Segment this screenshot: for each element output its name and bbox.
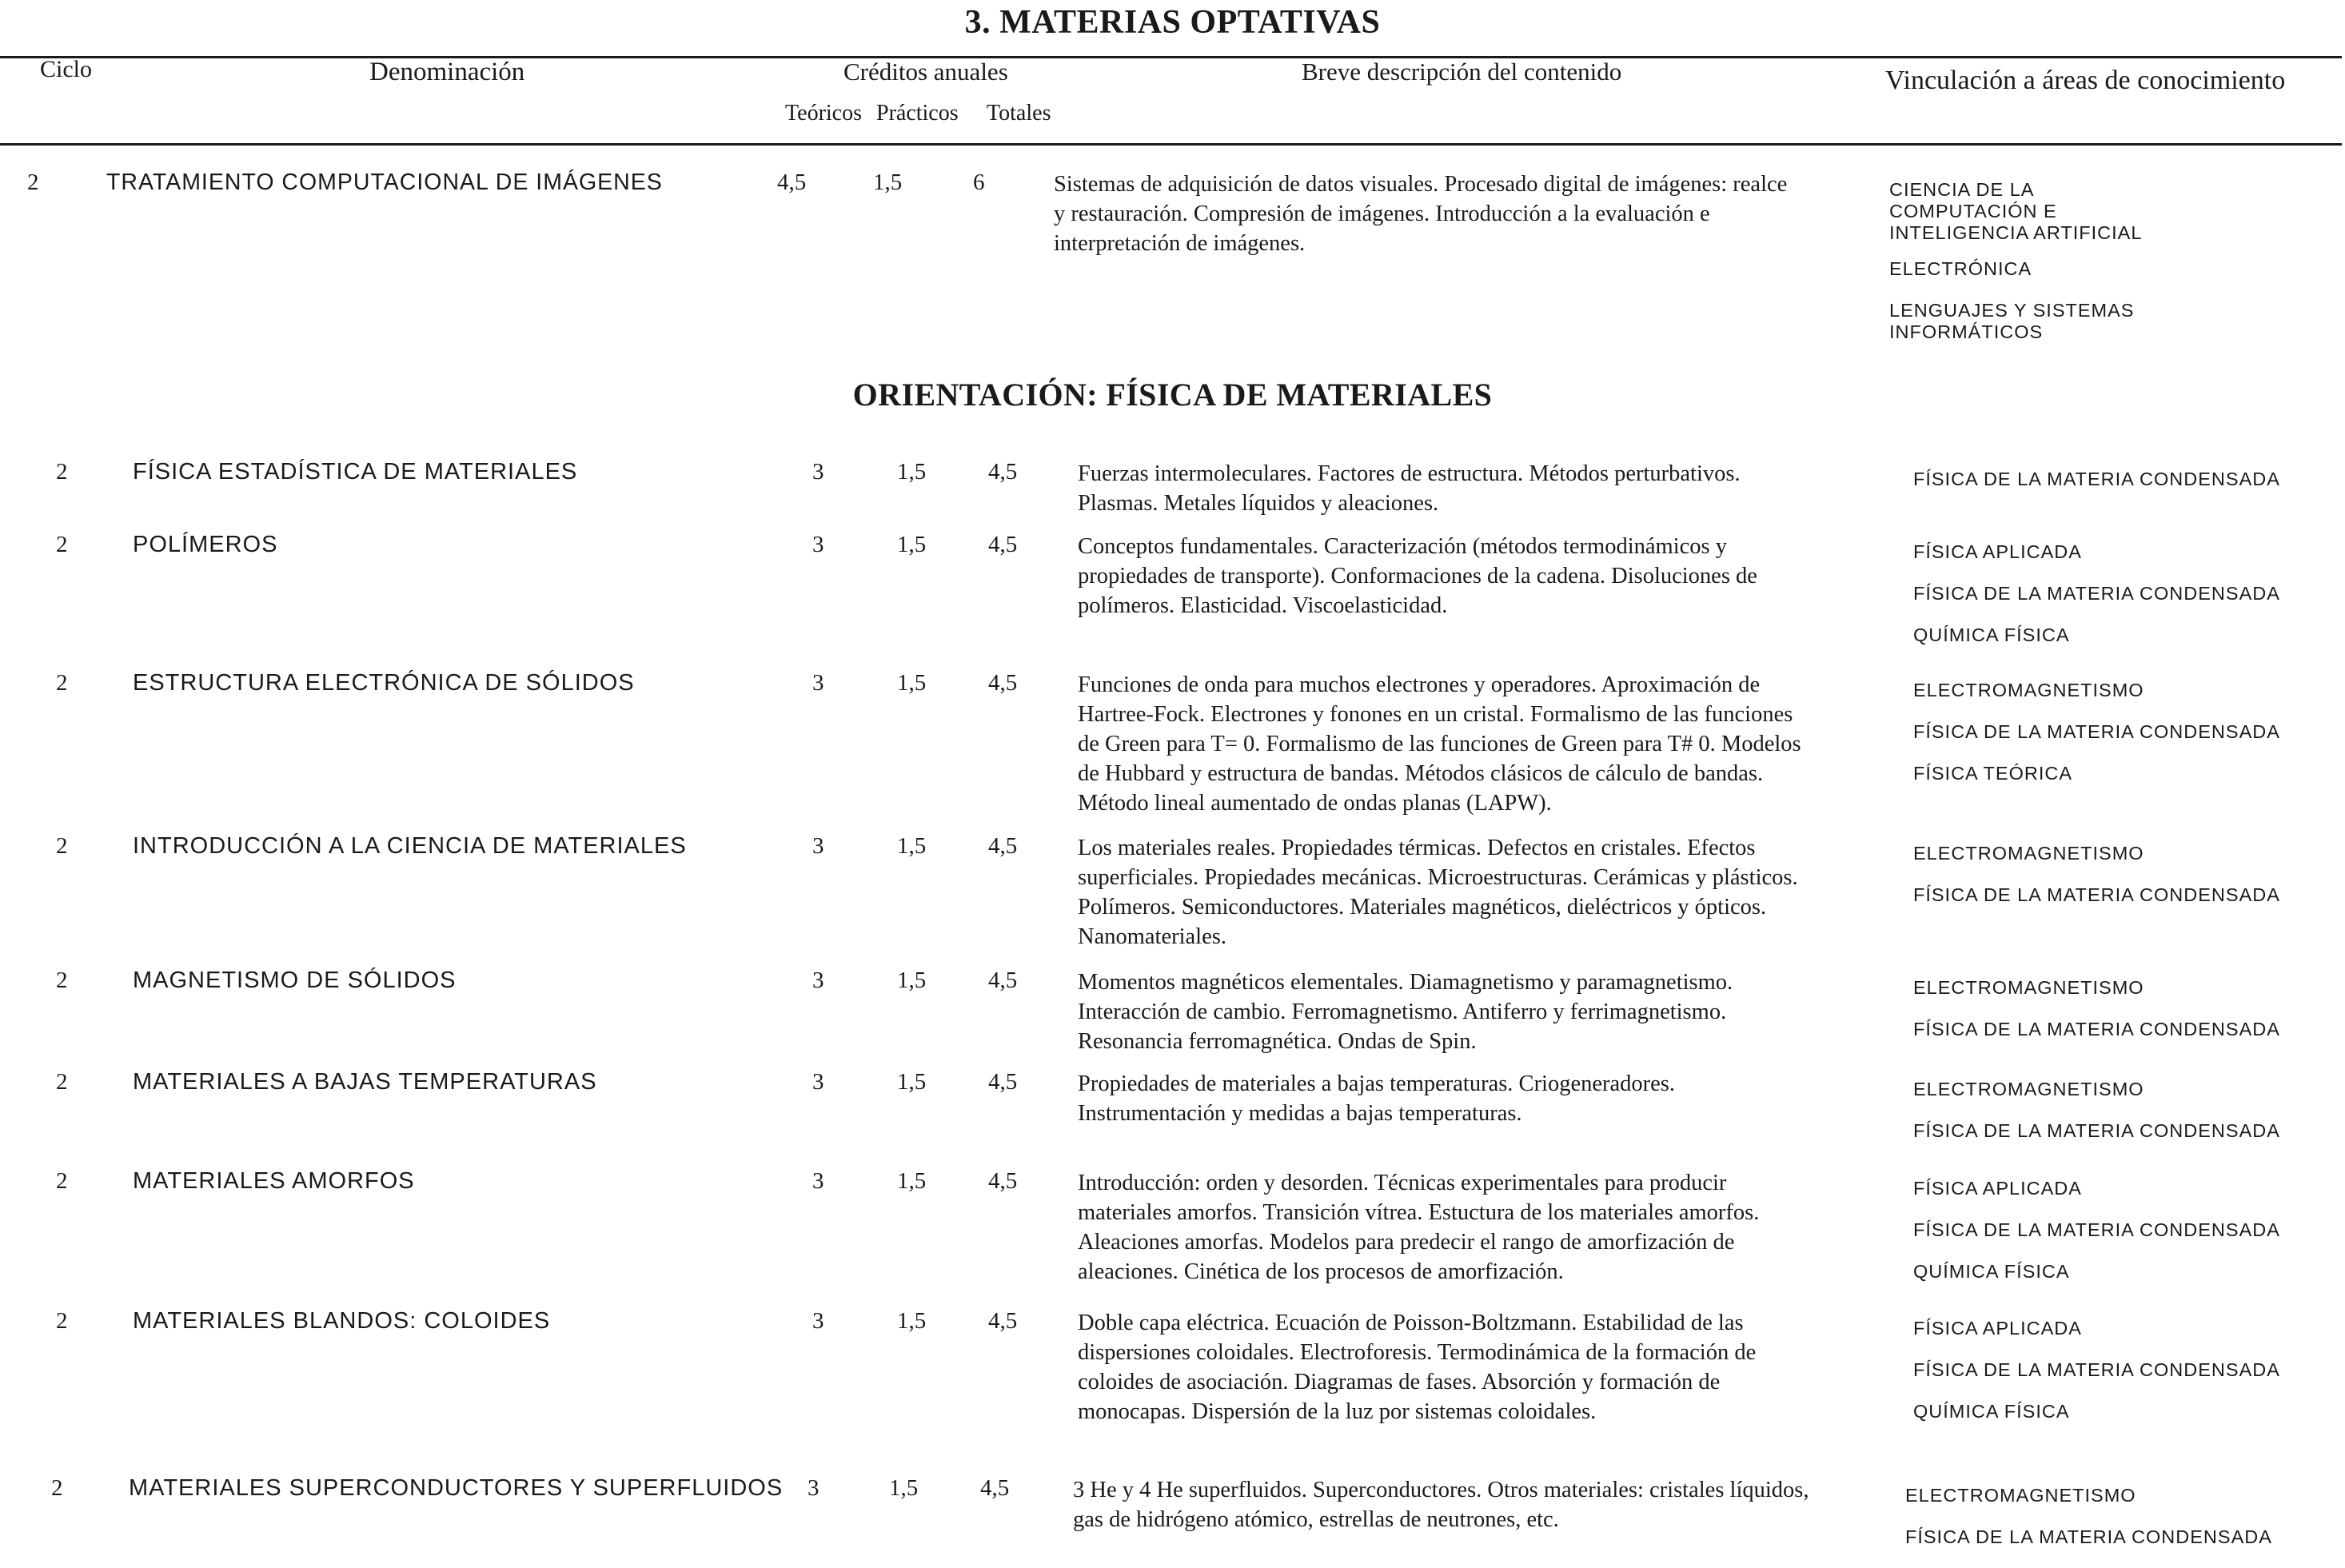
area-item: QUÍMICA FÍSICA (1913, 624, 2070, 645)
row-ciclo: 2 (56, 459, 68, 485)
row-descripcion (1078, 1069, 1675, 1128)
area-item: FÍSICA DE LA MATERIA CONDENSADA (1913, 583, 2280, 604)
row-creditos-teoricos: 3 (812, 532, 824, 557)
row-denominacion: POLÍMEROS (133, 532, 278, 557)
description-line: superficiales. Propiedades mecánicas. Microestructuras. Cerámicas y plásticos. (1078, 865, 1798, 890)
row-creditos-totales: 6 (973, 170, 985, 195)
row-denominacion: MATERIALES A BAJAS TEMPERATURAS (133, 1069, 597, 1095)
row-areas (1913, 843, 2280, 926)
row-areas (1889, 179, 2177, 357)
row-descripcion (1078, 532, 1757, 620)
description-line: Fuerzas intermoleculares. Factores de estructura. Métodos perturbativos. (1078, 461, 1741, 486)
row-denominacion: MATERIALES SUPERCONDUCTORES Y SUPERFLUIDOS (129, 1475, 784, 1501)
row-areas (1913, 977, 2280, 1060)
description-line: Aleaciones amorfas. Modelos para predecir el rango de amorfización de (1078, 1230, 1735, 1255)
description-line: Momentos magnéticos elementales. Diamagnetismo y paramagnetismo. (1078, 970, 1733, 995)
row-descripcion (1078, 833, 1798, 952)
row-creditos-totales: 4,5 (988, 1069, 1018, 1095)
row-descripcion (1078, 459, 1741, 518)
header-descripcion: Breve descripción del contenido (1302, 58, 1622, 86)
area-item: FÍSICA TEÓRICA (1913, 763, 2072, 784)
header-creditos: Créditos anuales (843, 58, 1008, 86)
description-line: gas de hidrógeno atómico, estrellas de neutrones, etc. (1073, 1507, 1559, 1532)
row-creditos-teoricos: 4,5 (777, 170, 807, 195)
description-line: Sistemas de adquisición de datos visuales. Procesado digital de imágenes: realce (1054, 172, 1788, 197)
header-teoricos: Teóricos (785, 101, 863, 126)
header-bottom-rule (0, 143, 2342, 146)
description-line: Hartree-Fock. Electrones y fonones en un cristal. Formalismo de las funciones (1078, 702, 1793, 727)
area-item: ELECTROMAGNETISMO (1913, 680, 2144, 700)
description-line: Los materiales reales. Propiedades térmicas. Defectos en cristales. Efectos (1078, 836, 1756, 860)
row-creditos-totales: 4,5 (980, 1475, 1010, 1501)
row-creditos-totales: 4,5 (988, 1168, 1018, 1194)
row-creditos-practicos: 1,5 (873, 170, 903, 195)
row-creditos-totales: 4,5 (988, 459, 1018, 485)
area-item: LENGUAJES Y SISTEMAS INFORMÁTICOS (1889, 300, 2135, 342)
description-line: Método lineal aumentado de ondas planas (LAPW). (1078, 791, 1552, 816)
row-descripcion (1054, 170, 1787, 258)
row-creditos-practicos: 1,5 (897, 459, 927, 485)
header-practicos: Prácticos (876, 101, 959, 126)
row-creditos-practicos: 1,5 (897, 1308, 927, 1334)
row-creditos-practicos: 1,5 (897, 833, 927, 859)
description-line: Plasmas. Metales líquidos y aleaciones. (1078, 491, 1439, 516)
row-creditos-teoricos: 3 (812, 1168, 824, 1194)
row-areas (1913, 1178, 2280, 1303)
description-line: de Green para T= 0. Formalismo de las funciones de Green para T# 0. Modelos (1078, 732, 1801, 756)
row-creditos-practicos: 1,5 (897, 1069, 927, 1095)
row-denominacion: TRATAMIENTO COMPUTACIONAL DE IMÁGENES (106, 170, 663, 195)
area-item: FÍSICA DE LA MATERIA CONDENSADA (1905, 1526, 2272, 1547)
description-line: y restauración. Compresión de imágenes. Introducción a la evaluación e (1054, 201, 1710, 226)
row-creditos-totales: 4,5 (988, 968, 1018, 993)
row-areas (1913, 541, 2280, 666)
row-ciclo: 2 (56, 532, 68, 557)
area-item: FÍSICA DE LA MATERIA CONDENSADA (1913, 1359, 2280, 1380)
description-line: Resonancia ferromagnética. Ondas de Spin. (1078, 1029, 1477, 1054)
row-areas (1913, 469, 2280, 510)
row-creditos-totales: 4,5 (988, 670, 1018, 696)
description-line: coloides de asociación. Diagramas de fases. Absorción y formación de (1078, 1370, 1721, 1394)
row-descripcion (1078, 968, 1733, 1056)
row-creditos-totales: 4,5 (988, 1308, 1018, 1334)
description-line: aleaciones. Cinética de los procesos de amorfización. (1078, 1259, 1564, 1284)
area-item: FÍSICA APLICADA (1913, 541, 2082, 562)
description-line: Doble capa eléctrica. Ecuación de Poisson-Boltzmann. Estabilidad de las (1078, 1311, 1744, 1335)
area-item: FÍSICA DE LA MATERIA CONDENSADA (1913, 721, 2280, 742)
row-descripcion (1078, 1168, 1759, 1287)
row-creditos-practicos: 1,5 (897, 670, 927, 696)
description-line: Propiedades de materiales a bajas temperaturas. Criogeneradores. (1078, 1071, 1676, 1096)
area-item: ELECTRÓNICA (1889, 258, 2032, 279)
row-ciclo: 2 (56, 833, 68, 859)
row-descripcion (1078, 670, 1801, 818)
row-ciclo: 2 (51, 1475, 63, 1501)
row-creditos-practicos: 1,5 (897, 968, 927, 993)
description-line: Nanomateriales. (1078, 924, 1226, 949)
description-line: 3 He y 4 He superfluidos. Superconductores. Otros materiales: cristales líquidos, (1073, 1478, 1809, 1502)
area-item: CIENCIA DE LA COMPUTACIÓN E INTELIGENCIA ARTIFICIAL (1889, 179, 2143, 243)
description-line: Introducción: orden y desorden. Técnicas experimentales para producir (1078, 1171, 1727, 1195)
header-vinculacion: Vinculación a áreas de conocimiento (1885, 66, 2286, 95)
row-descripcion (1073, 1475, 1809, 1534)
row-areas (1905, 1485, 2272, 1568)
row-denominacion: MAGNETISMO DE SÓLIDOS (133, 968, 457, 993)
area-item: QUÍMICA FÍSICA (1913, 1261, 2070, 1282)
row-denominacion: MATERIALES AMORFOS (133, 1168, 415, 1194)
row-denominacion: FÍSICA ESTADÍSTICA DE MATERIALES (133, 459, 578, 485)
area-item: QUÍMICA FÍSICA (1913, 1401, 2070, 1422)
description-line: de Hubbard y estructura de bandas. Métodos clásicos de cálculo de bandas. (1078, 761, 1764, 786)
row-creditos-totales: 4,5 (988, 532, 1018, 557)
area-item: ELECTROMAGNETISMO (1913, 1079, 2144, 1099)
header-top-rule (0, 56, 2342, 58)
area-item: FÍSICA DE LA MATERIA CONDENSADA (1913, 884, 2280, 905)
row-denominacion: INTRODUCCIÓN A LA CIENCIA DE MATERIALES (133, 833, 687, 859)
row-ciclo: 2 (27, 170, 39, 195)
row-creditos-teoricos: 3 (812, 1069, 824, 1095)
area-item: FÍSICA DE LA MATERIA CONDENSADA (1913, 1120, 2280, 1141)
description-line: interpretación de imágenes. (1054, 231, 1306, 256)
description-line: Interacción de cambio. Ferromagnetismo. Antiferro y ferrimagnetismo. (1078, 999, 1727, 1024)
area-item: ELECTROMAGNETISMO (1913, 977, 2144, 998)
row-denominacion: ESTRUCTURA ELECTRÓNICA DE SÓLIDOS (133, 670, 635, 696)
area-item: ELECTROMAGNETISMO (1913, 843, 2144, 864)
area-item: FÍSICA APLICADA (1913, 1318, 2082, 1339)
area-item: FÍSICA DE LA MATERIA CONDENSADA (1913, 1219, 2280, 1240)
description-line: propiedades de transporte). Conformaciones de la cadena. Disoluciones de (1078, 564, 1757, 588)
header-denominacion: Denominación (369, 58, 525, 86)
row-ciclo: 2 (56, 670, 68, 696)
row-ciclo: 2 (56, 1168, 68, 1194)
row-creditos-teoricos: 3 (812, 670, 824, 696)
row-creditos-totales: 4,5 (988, 833, 1018, 859)
header-totales: Totales (987, 101, 1051, 126)
row-creditos-teoricos: 3 (812, 833, 824, 859)
area-item: FÍSICA APLICADA (1913, 1178, 2082, 1199)
row-creditos-practicos: 1,5 (889, 1475, 919, 1501)
row-creditos-teoricos: 3 (812, 1308, 824, 1334)
row-creditos-teoricos: 3 (812, 968, 824, 993)
row-ciclo: 2 (56, 968, 68, 993)
description-line: Instrumentación y medidas a bajas temperaturas. (1078, 1101, 1522, 1126)
row-ciclo: 2 (56, 1308, 68, 1334)
page-title: 3. MATERIAS OPTATIVAS (964, 4, 1381, 41)
row-areas (1913, 680, 2280, 804)
row-creditos-practicos: 1,5 (897, 1168, 927, 1194)
row-creditos-teoricos: 3 (808, 1475, 820, 1501)
description-line: Conceptos fundamentales. Caracterización (métodos termodinámicos y (1078, 534, 1727, 559)
area-item: FÍSICA DE LA MATERIA CONDENSADA (1913, 1019, 2280, 1039)
description-line: materiales amorfos. Transición vítrea. Estuctura de los materiales amorfos. (1078, 1200, 1760, 1225)
area-item: FÍSICA DE LA MATERIA CONDENSADA (1913, 469, 2280, 489)
row-areas (1913, 1079, 2280, 1162)
description-line: Funciones de onda para muchos electrones y operadores. Aproximación de (1078, 672, 1761, 697)
area-item: ELECTROMAGNETISMO (1905, 1485, 2136, 1506)
header-ciclo: Ciclo (40, 56, 92, 82)
section-title: ORIENTACIÓN: FÍSICA DE MATERIALES (852, 377, 1493, 413)
row-creditos-teoricos: 3 (812, 459, 824, 485)
row-areas (1913, 1318, 2280, 1442)
description-line: dispersiones coloidales. Electroforesis. Termodinámica de la formación de (1078, 1340, 1757, 1365)
row-descripcion (1078, 1308, 1756, 1426)
description-line: Polímeros. Semiconductores. Materiales magnéticos, dieléctricos y ópticos. (1078, 895, 1767, 920)
description-line: polímeros. Elasticidad. Viscoelasticidad. (1078, 593, 1448, 618)
row-creditos-practicos: 1,5 (897, 532, 927, 557)
description-line: monocapas. Dispersión de la luz por sistemas coloidales. (1078, 1399, 1597, 1424)
row-denominacion: MATERIALES BLANDOS: COLOIDES (133, 1308, 551, 1334)
row-ciclo: 2 (56, 1069, 68, 1095)
